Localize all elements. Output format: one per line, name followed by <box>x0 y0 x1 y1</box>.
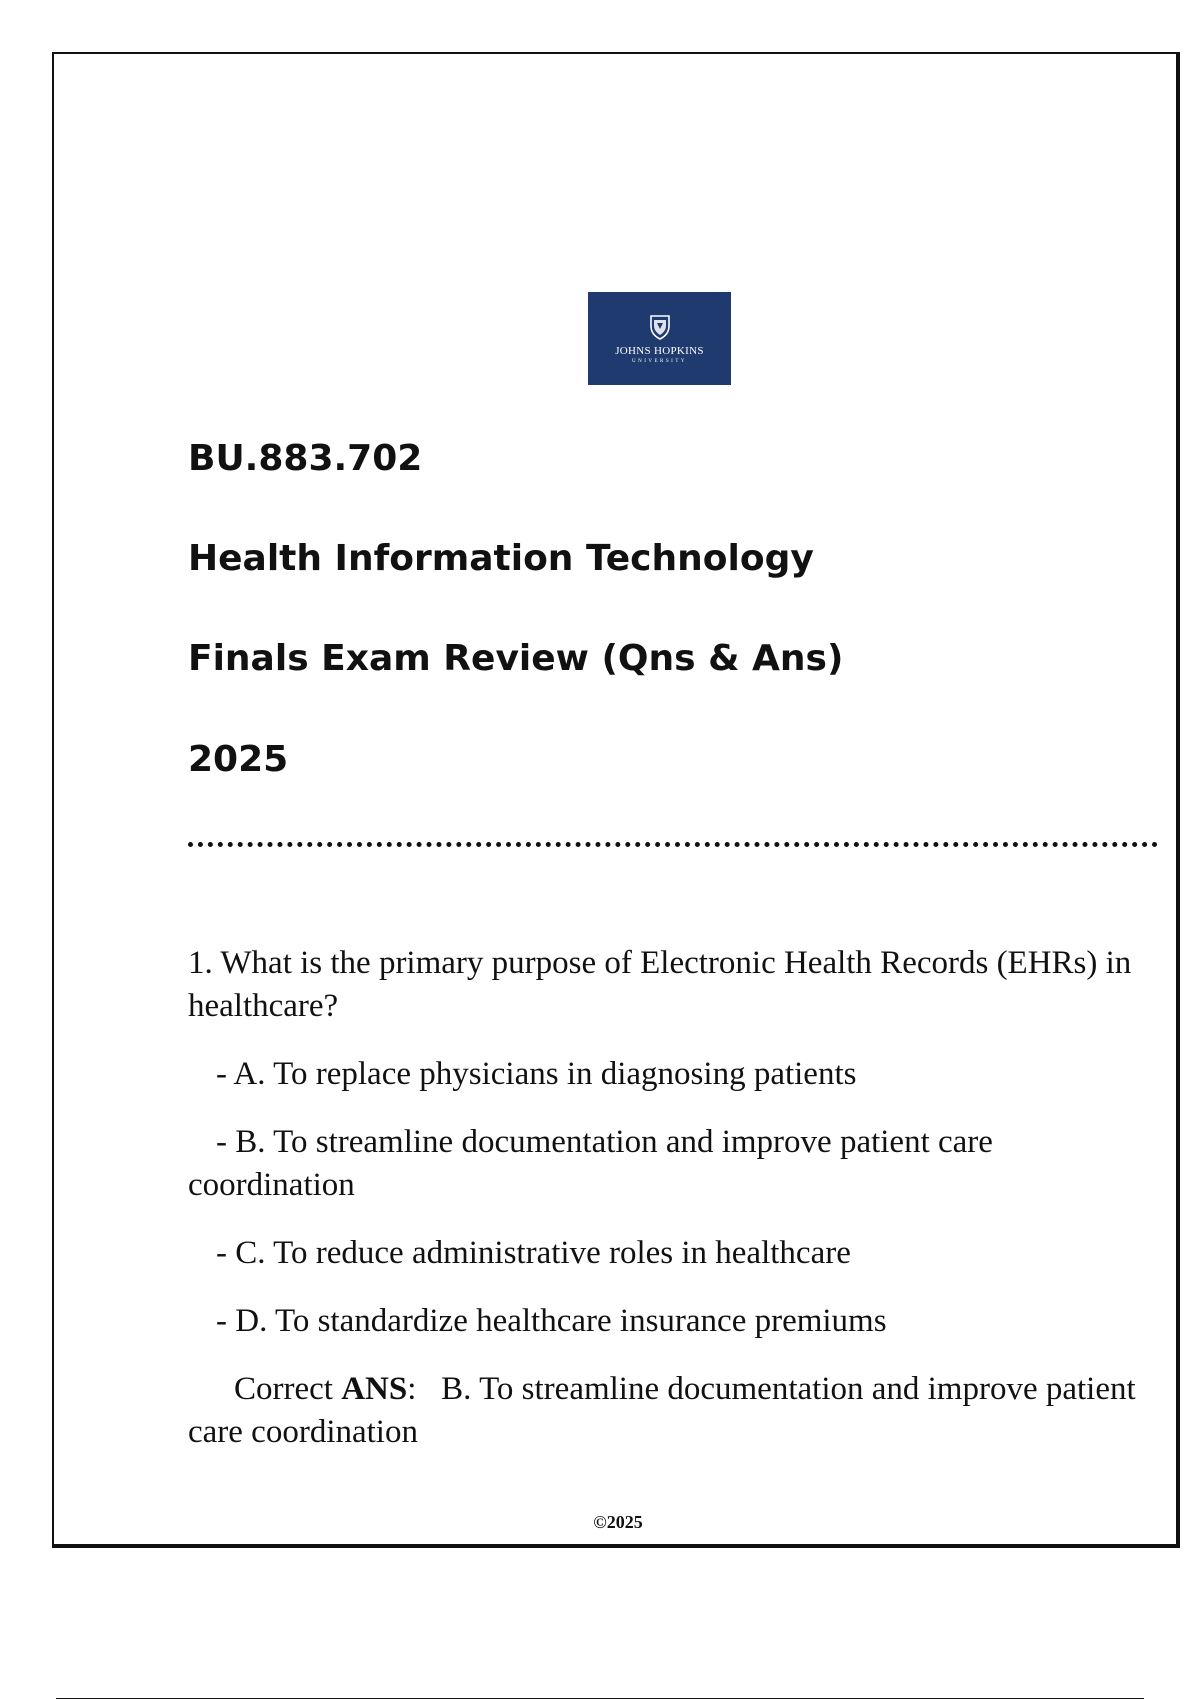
document-year: 2025 <box>188 739 289 780</box>
answer-text: B. To streamline documentation and improve patient care coordination <box>188 1371 1136 1450</box>
shield-icon <box>649 314 671 340</box>
answer-colon: : <box>407 1371 417 1407</box>
document-subtitle: Finals Exam Review (Qns & Ans) <box>188 638 844 679</box>
option-d-text: - D. To standardize healthcare insurance premiums <box>216 1303 887 1339</box>
option-c-text: - C. To reduce administrative roles in healthcare <box>216 1235 851 1271</box>
option-a <box>188 1053 1148 1096</box>
question-block <box>188 942 1148 1454</box>
answer-label: ANS <box>341 1371 408 1407</box>
copyright-footer: ©2025 <box>593 1512 643 1532</box>
university-logo <box>588 292 731 385</box>
option-b-text: - B. To streamline documentation and improve patient care coordination <box>188 1124 993 1203</box>
page-bottom-rule <box>56 1698 1144 1699</box>
option-a-text: - A. To replace physicians in diagnosing patients <box>216 1056 857 1092</box>
option-d <box>188 1300 1148 1343</box>
dotted-divider <box>188 842 1158 847</box>
correct-answer <box>188 1368 1148 1454</box>
question-text: 1. What is the primary purpose of Electronic Health Records (EHRs) in healthcare? <box>188 945 1132 1024</box>
document-title: Health Information Technology <box>188 538 814 579</box>
document-page <box>52 52 1180 1548</box>
option-b <box>188 1121 1148 1207</box>
logo-name: JOHNS HOPKINS <box>615 344 704 357</box>
course-code: BU.883.702 <box>188 438 423 479</box>
answer-prefix: Correct <box>234 1371 342 1407</box>
logo-subtitle: UNIVERSITY <box>632 358 687 364</box>
option-c <box>188 1232 1148 1275</box>
